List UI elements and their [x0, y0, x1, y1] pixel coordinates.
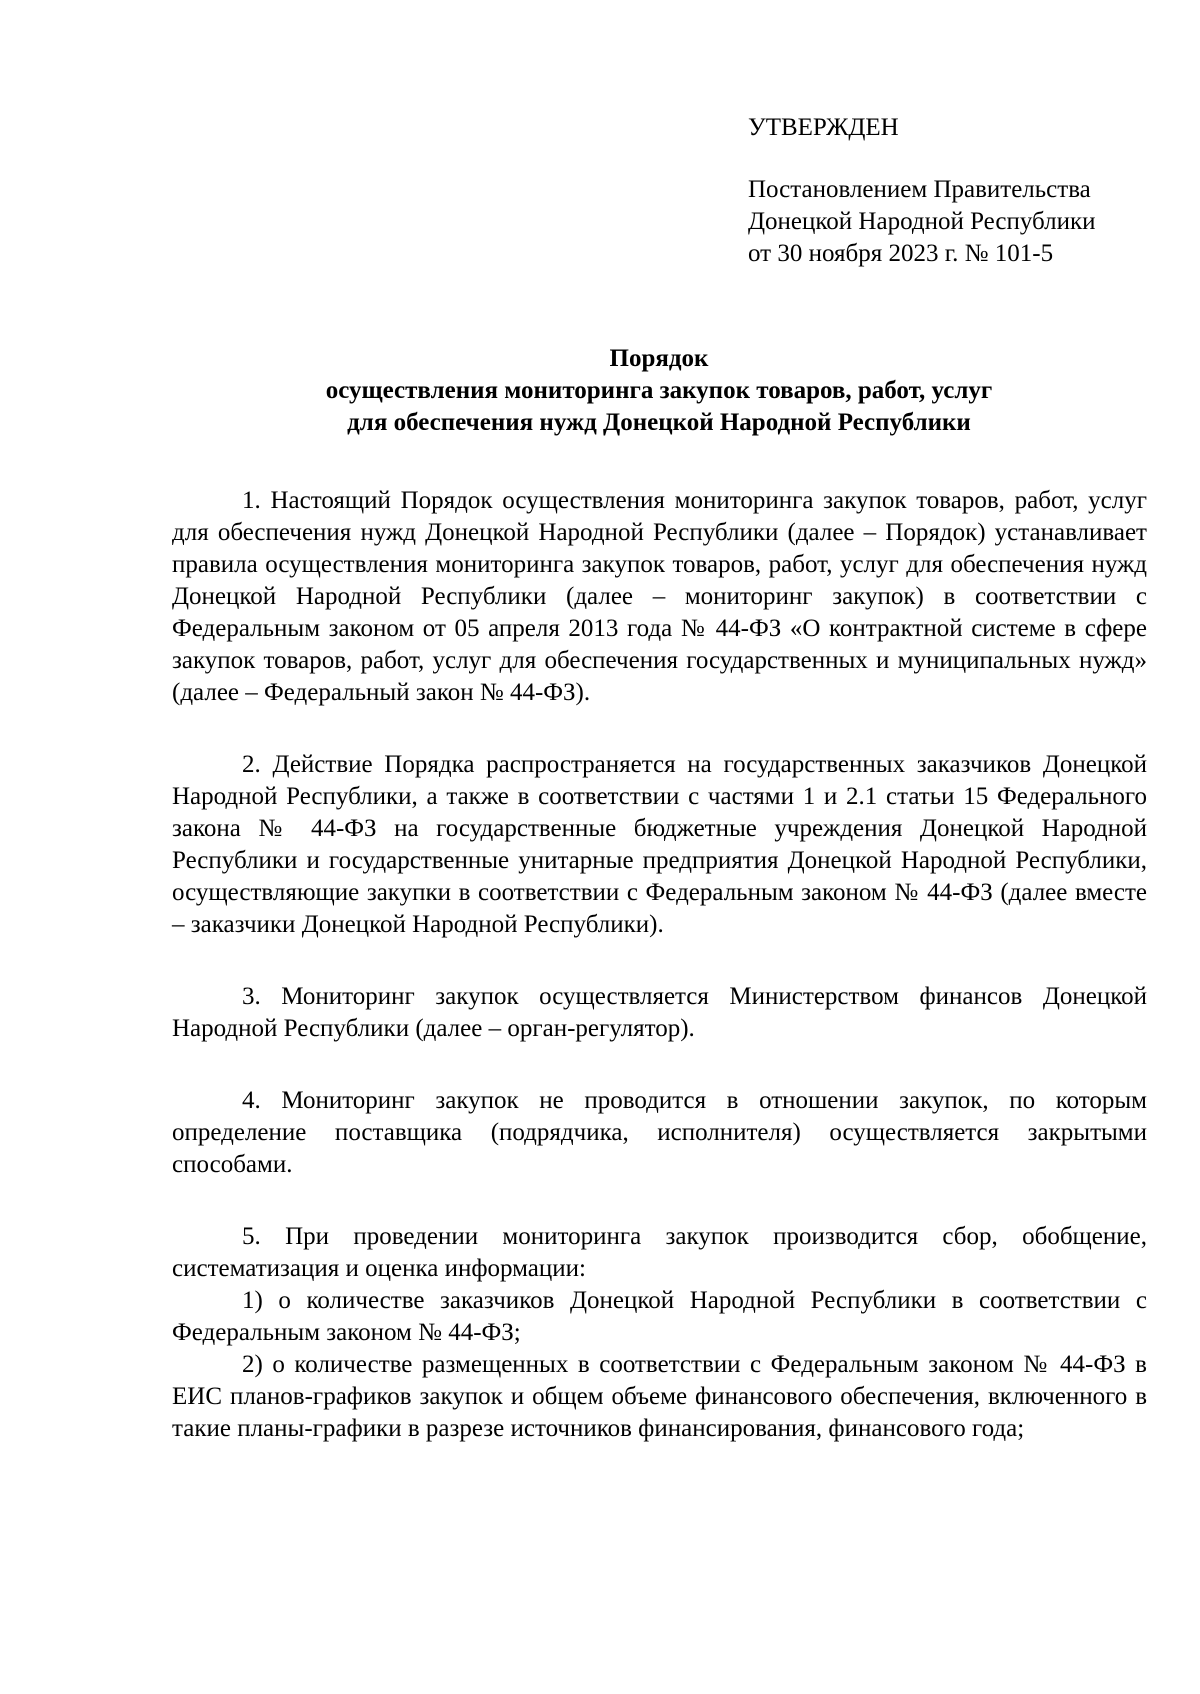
paragraph-5: 5. При проведении мониторинга закупок производится сбор, обобщение, систематизация и оценка информации:	[172, 1223, 1147, 1282]
title-line: Порядок	[609, 345, 709, 372]
paragraph-4: 4. Мониторинг закупок не проводится в отношении закупок, по которым определение поставщика (подрядчика, исполнителя) осуществляется закрытыми способами.	[172, 1087, 1147, 1178]
title-line: для обеспечения нужд Донецкой Народной Республики	[347, 409, 971, 436]
paragraph-3: 3. Мониторинг закупок осуществляется Министерством финансов Донецкой Народной Республики (далее – орган-регулятор).	[172, 983, 1147, 1042]
document-title	[170, 343, 1148, 439]
approval-line: Донецкой Народной Республики	[748, 208, 1096, 235]
approval-block	[748, 112, 1168, 270]
approval-line: от 30 ноября 2023 г. № 101-5	[748, 240, 1054, 267]
paragraph-1: 1. Настоящий Порядок осуществления мониторинга закупок товаров, работ, услуг для обеспечения нужд Донецкой Народной Республики (далее – Порядок) устанавливает правила осуществления мониторинга закупок товаров, работ, услуг для обеспечения нужд Донецкой Народной Республики (далее – мониторинг закупок) в соответствии с Федеральным законом от 05 апреля 2013 года № 44-ФЗ «О контрактной системе в сфере закупок товаров, работ, услуг для обеспечения государственных и муниципальных нужд» (далее – Федеральный закон № 44-ФЗ).	[172, 487, 1147, 706]
title-line: осуществления мониторинга закупок товаров, работ, услуг	[325, 377, 993, 404]
subitem-1: 1) о количестве заказчиков Донецкой Народной Республики в соответствии с Федеральным законом № 44-ФЗ;	[172, 1287, 1147, 1346]
document-body	[172, 485, 1147, 1445]
approval-stamp: УТВЕРЖДЕН	[748, 114, 899, 141]
subitem-2: 2) о количестве размещенных в соответствии с Федеральным законом № 44-ФЗ в ЕИС планов-графиков закупок и общем объеме финансового обеспечения, включенного в такие планы-графики в разрезе источников финансирования, финансового года;	[172, 1351, 1147, 1442]
approval-line: Постановлением Правительства	[748, 176, 1091, 203]
paragraph-2: 2. Действие Порядка распространяется на государственных заказчиков Донецкой Народной Республики, а также в соответствии с частями 1 и 2.1 статьи 15 Федерального закона № 44-ФЗ на государственные бюджетные учреждения Донецкой Народной Республики и государственные унитарные предприятия Донецкой Народной Республики, осуществляющие закупки в соответствии с Федеральным законом № 44-ФЗ (далее вместе – заказчики Донецкой Народной Республики).	[172, 751, 1147, 938]
